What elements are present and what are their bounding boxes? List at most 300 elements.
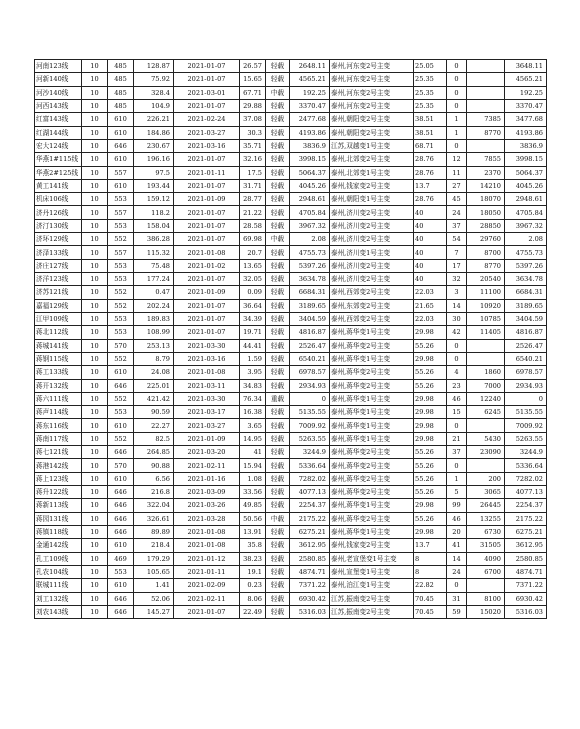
table-row — [35, 592, 547, 605]
line-name-cell: 蒋工133线 — [35, 366, 82, 379]
transformer-cell: 泰州,蒋华变1号主变 — [330, 352, 414, 365]
transformer-cell: 泰州,北郊变2号主变 — [330, 153, 414, 166]
rated-current-cell: 552 — [108, 299, 134, 312]
line-name-cell: 蒋园131线 — [35, 512, 82, 525]
rated-current-cell: 610 — [108, 539, 134, 552]
transformer-cell: 泰州,济川变2号主变 — [330, 273, 414, 286]
remaining-capacity-cell: 4755.73 — [505, 246, 547, 259]
rated-current-cell: 485 — [108, 60, 134, 73]
remaining-capacity-cell: 2948.61 — [505, 193, 547, 206]
line-name-cell: 济苏121线 — [35, 286, 82, 299]
line-name-cell: 蒋东116线 — [35, 419, 82, 432]
transformer-cell: 江苏,振南变2号主变 — [330, 592, 414, 605]
table-row — [35, 432, 547, 445]
data-sheet — [34, 59, 547, 619]
load-status-cell: 轻载 — [266, 592, 290, 605]
date-cell: 2021-01-09 — [174, 432, 240, 445]
capacity-cell: 5430 — [467, 432, 505, 445]
rated-current-cell: 610 — [108, 579, 134, 592]
date-cell: 2021-01-07 — [174, 60, 240, 73]
remaining-capacity-cell: 3836.9 — [505, 139, 547, 152]
line-name-cell: 济洋123线 — [35, 273, 82, 286]
remaining-capacity-cell: 0 — [505, 392, 547, 405]
voltage-cell: 10 — [82, 486, 108, 499]
load-rate-cell: 8.06 — [240, 592, 266, 605]
load-status-cell: 轻载 — [266, 432, 290, 445]
voltage-cell: 10 — [82, 219, 108, 232]
line-name-cell: 蒋北112线 — [35, 326, 82, 339]
remaining-capacity-cell: 5316.03 — [505, 605, 547, 618]
capacity-cell: 11100 — [467, 286, 505, 299]
transformer-cell: 泰州,济川变2号主变 — [330, 259, 414, 272]
load-rate-cell: 69.98 — [240, 233, 266, 246]
line-name-cell: 红富143线 — [35, 113, 82, 126]
capacity-cell: 3065 — [467, 486, 505, 499]
date-cell: 2021-01-08 — [174, 366, 240, 379]
available-capacity-cell: 3189.65 — [290, 299, 330, 312]
max-current-cell: 226.21 — [134, 113, 174, 126]
capacity-cell: 200 — [467, 472, 505, 485]
transformer-cell: 泰州,蒋华变2号主变 — [330, 512, 414, 525]
capacity-cell: 15020 — [467, 605, 505, 618]
count-cell: 27 — [447, 179, 467, 192]
rated-current-cell: 557 — [108, 206, 134, 219]
max-current-cell: 253.13 — [134, 339, 174, 352]
max-current-cell: 189.83 — [134, 312, 174, 325]
load-status-cell: 轻载 — [266, 459, 290, 472]
count-cell: 32 — [447, 273, 467, 286]
load-rate-cell: 36.64 — [240, 299, 266, 312]
count-cell: 11 — [447, 166, 467, 179]
rated-current-cell: 646 — [108, 446, 134, 459]
line-name-cell: 蒋港142线 — [35, 459, 82, 472]
capacity-cell — [467, 352, 505, 365]
max-current-cell: 22.27 — [134, 419, 174, 432]
load-rate-cell: 26.57 — [240, 60, 266, 73]
remaining-capacity-cell: 2580.85 — [505, 552, 547, 565]
line-name-cell: 济泽133线 — [35, 246, 82, 259]
count-cell: 0 — [447, 419, 467, 432]
count-cell: 14 — [447, 552, 467, 565]
load-rate-cell: 67.71 — [240, 86, 266, 99]
load-rate-cell: 16.38 — [240, 406, 266, 419]
table-row — [35, 179, 547, 192]
load-rate-cell: 1.59 — [240, 352, 266, 365]
transformer-cell: 泰州,河东变2号主变 — [330, 73, 414, 86]
capacity-cell: 23090 — [467, 446, 505, 459]
transformer-load-cell: 55.26 — [414, 366, 447, 379]
rated-current-cell: 485 — [108, 73, 134, 86]
load-status-cell: 轻载 — [266, 406, 290, 419]
count-cell: 15 — [447, 406, 467, 419]
rated-current-cell: 557 — [108, 166, 134, 179]
table-row — [35, 446, 547, 459]
table-row — [35, 605, 547, 618]
transformer-load-cell: 13.7 — [414, 539, 447, 552]
voltage-cell: 10 — [82, 246, 108, 259]
available-capacity-cell: 5397.26 — [290, 259, 330, 272]
date-cell: 2021-01-11 — [174, 166, 240, 179]
transformer-load-cell: 8 — [414, 565, 447, 578]
voltage-cell: 10 — [82, 539, 108, 552]
remaining-capacity-cell: 4193.86 — [505, 126, 547, 139]
transformer-cell: 泰州,蒋华变1号主变 — [330, 326, 414, 339]
transformer-cell: 泰州,蒋华变2号主变 — [330, 339, 414, 352]
max-current-cell: 108.99 — [134, 326, 174, 339]
line-name-cell: 蒋七121线 — [35, 446, 82, 459]
table-row — [35, 366, 547, 379]
load-status-cell: 轻载 — [266, 259, 290, 272]
load-rate-cell: 28.58 — [240, 219, 266, 232]
capacity-cell: 8770 — [467, 259, 505, 272]
transformer-cell: 泰州,蒋华变2号主变 — [330, 379, 414, 392]
rated-current-cell: 610 — [108, 153, 134, 166]
table-body — [35, 60, 547, 619]
table-row — [35, 286, 547, 299]
rated-current-cell: 469 — [108, 552, 134, 565]
capacity-cell — [467, 459, 505, 472]
max-current-cell: 105.65 — [134, 565, 174, 578]
line-name-cell: 蒋城141线 — [35, 339, 82, 352]
load-rate-cell: 35.71 — [240, 139, 266, 152]
date-cell: 2021-01-07 — [174, 605, 240, 618]
date-cell: 2021-03-30 — [174, 392, 240, 405]
capacity-cell: 10920 — [467, 299, 505, 312]
voltage-cell: 10 — [82, 499, 108, 512]
date-cell: 2021-01-02 — [174, 259, 240, 272]
load-rate-cell: 76.34 — [240, 392, 266, 405]
voltage-cell: 10 — [82, 579, 108, 592]
capacity-cell: 7000 — [467, 379, 505, 392]
transformer-load-cell: 40 — [414, 259, 447, 272]
table-row — [35, 259, 547, 272]
table-row — [35, 113, 547, 126]
date-cell: 2021-03-01 — [174, 86, 240, 99]
voltage-cell: 10 — [82, 379, 108, 392]
transformer-load-cell: 8 — [414, 552, 447, 565]
remaining-capacity-cell: 3612.95 — [505, 539, 547, 552]
date-cell: 2021-01-07 — [174, 326, 240, 339]
rated-current-cell: 646 — [108, 592, 134, 605]
voltage-cell: 10 — [82, 472, 108, 485]
rated-current-cell: 646 — [108, 605, 134, 618]
remaining-capacity-cell: 192.25 — [505, 86, 547, 99]
voltage-cell: 10 — [82, 86, 108, 99]
rated-current-cell: 610 — [108, 472, 134, 485]
count-cell: 0 — [447, 139, 467, 152]
max-current-cell: 216.8 — [134, 486, 174, 499]
remaining-capacity-cell: 5263.55 — [505, 432, 547, 445]
line-name-cell: 联城111线 — [35, 579, 82, 592]
available-capacity-cell: 5263.55 — [290, 432, 330, 445]
date-cell: 2021-01-08 — [174, 525, 240, 538]
rated-current-cell: 485 — [108, 86, 134, 99]
voltage-cell: 10 — [82, 525, 108, 538]
available-capacity-cell: 0 — [290, 392, 330, 405]
load-status-cell: 轻载 — [266, 299, 290, 312]
line-name-cell: 黄工141线 — [35, 179, 82, 192]
capacity-cell: 18070 — [467, 193, 505, 206]
date-cell: 2021-01-08 — [174, 246, 240, 259]
table-row — [35, 579, 547, 592]
line-name-cell: 济庄127线 — [35, 259, 82, 272]
load-status-cell: 轻载 — [266, 499, 290, 512]
remaining-capacity-cell: 4874.71 — [505, 565, 547, 578]
voltage-cell: 10 — [82, 565, 108, 578]
voltage-cell: 10 — [82, 339, 108, 352]
available-capacity-cell: 3370.47 — [290, 99, 330, 112]
count-cell: 0 — [447, 579, 467, 592]
date-cell: 2021-01-07 — [174, 273, 240, 286]
max-current-cell: 230.67 — [134, 139, 174, 152]
available-capacity-cell: 2580.85 — [290, 552, 330, 565]
voltage-cell: 10 — [82, 139, 108, 152]
transformer-load-cell: 25.05 — [414, 60, 447, 73]
rated-current-cell: 552 — [108, 286, 134, 299]
remaining-capacity-cell: 3244.9 — [505, 446, 547, 459]
max-current-cell: 97.5 — [134, 166, 174, 179]
count-cell: 54 — [447, 233, 467, 246]
capacity-cell: 28850 — [467, 219, 505, 232]
load-status-cell: 轻载 — [266, 339, 290, 352]
feeder-table — [34, 59, 547, 619]
capacity-cell — [467, 60, 505, 73]
table-row — [35, 312, 547, 325]
load-rate-cell: 20.7 — [240, 246, 266, 259]
count-cell: 21 — [447, 432, 467, 445]
count-cell: 1 — [447, 472, 467, 485]
available-capacity-cell: 6930.42 — [290, 592, 330, 605]
max-current-cell: 177.24 — [134, 273, 174, 286]
rated-current-cell: 610 — [108, 179, 134, 192]
capacity-cell: 20540 — [467, 273, 505, 286]
table-row — [35, 166, 547, 179]
count-cell: 59 — [447, 605, 467, 618]
date-cell: 2021-01-07 — [174, 219, 240, 232]
load-status-cell: 轻载 — [266, 472, 290, 485]
count-cell: 24 — [447, 206, 467, 219]
rated-current-cell: 552 — [108, 233, 134, 246]
rated-current-cell: 553 — [108, 193, 134, 206]
available-capacity-cell: 5135.55 — [290, 406, 330, 419]
voltage-cell: 10 — [82, 432, 108, 445]
available-capacity-cell: 3404.59 — [290, 312, 330, 325]
available-capacity-cell: 2934.93 — [290, 379, 330, 392]
transformer-cell: 江苏,双越变1号主变 — [330, 139, 414, 152]
capacity-cell: 4090 — [467, 552, 505, 565]
transformer-cell: 泰州,蒋华变1号主变 — [330, 499, 414, 512]
max-current-cell: 115.32 — [134, 246, 174, 259]
date-cell: 2021-03-11 — [174, 379, 240, 392]
available-capacity-cell: 6540.21 — [290, 352, 330, 365]
count-cell: 0 — [447, 73, 467, 86]
line-name-cell: 河西143线 — [35, 99, 82, 112]
load-rate-cell: 34.83 — [240, 379, 266, 392]
rated-current-cell: 646 — [108, 139, 134, 152]
load-rate-cell: 21.22 — [240, 206, 266, 219]
count-cell: 31 — [447, 592, 467, 605]
remaining-capacity-cell: 5064.37 — [505, 166, 547, 179]
max-current-cell: 0.47 — [134, 286, 174, 299]
remaining-capacity-cell: 2254.37 — [505, 499, 547, 512]
available-capacity-cell: 2254.37 — [290, 499, 330, 512]
remaining-capacity-cell: 6930.42 — [505, 592, 547, 605]
load-status-cell: 轻载 — [266, 539, 290, 552]
voltage-cell: 10 — [82, 326, 108, 339]
available-capacity-cell: 192.25 — [290, 86, 330, 99]
date-cell: 2021-01-16 — [174, 472, 240, 485]
max-current-cell: 386.28 — [134, 233, 174, 246]
load-status-cell: 轻载 — [266, 113, 290, 126]
load-status-cell: 轻载 — [266, 206, 290, 219]
load-status-cell: 轻载 — [266, 419, 290, 432]
max-current-cell: 184.86 — [134, 126, 174, 139]
remaining-capacity-cell: 3634.78 — [505, 273, 547, 286]
load-status-cell: 轻载 — [266, 153, 290, 166]
available-capacity-cell: 7371.22 — [290, 579, 330, 592]
remaining-capacity-cell: 2526.47 — [505, 339, 547, 352]
max-current-cell: 421.42 — [134, 392, 174, 405]
date-cell: 2021-01-07 — [174, 312, 240, 325]
voltage-cell: 10 — [82, 259, 108, 272]
line-name-cell: 蒋新113线 — [35, 499, 82, 512]
capacity-cell: 6730 — [467, 525, 505, 538]
line-name-cell: 刘工132线 — [35, 592, 82, 605]
rated-current-cell: 553 — [108, 273, 134, 286]
available-capacity-cell: 4874.71 — [290, 565, 330, 578]
line-name-cell: 红湖144线 — [35, 126, 82, 139]
rated-current-cell: 552 — [108, 432, 134, 445]
available-capacity-cell: 3836.9 — [290, 139, 330, 152]
load-status-cell: 轻载 — [266, 579, 290, 592]
count-cell: 4 — [447, 366, 467, 379]
transformer-load-cell: 29.98 — [414, 525, 447, 538]
date-cell: 2021-03-30 — [174, 339, 240, 352]
rated-current-cell: 553 — [108, 259, 134, 272]
available-capacity-cell: 4816.87 — [290, 326, 330, 339]
voltage-cell: 10 — [82, 419, 108, 432]
voltage-cell: 10 — [82, 153, 108, 166]
max-current-cell: 158.04 — [134, 219, 174, 232]
date-cell: 2021-03-28 — [174, 512, 240, 525]
load-status-cell: 轻载 — [266, 552, 290, 565]
remaining-capacity-cell: 6275.21 — [505, 525, 547, 538]
voltage-cell: 10 — [82, 233, 108, 246]
voltage-cell: 10 — [82, 352, 108, 365]
table-row — [35, 539, 547, 552]
transformer-load-cell: 29.98 — [414, 392, 447, 405]
available-capacity-cell: 2477.68 — [290, 113, 330, 126]
transformer-load-cell: 29.98 — [414, 419, 447, 432]
line-name-cell: 刘农143线 — [35, 605, 82, 618]
capacity-cell: 29760 — [467, 233, 505, 246]
count-cell: 37 — [447, 219, 467, 232]
capacity-cell — [467, 419, 505, 432]
transformer-load-cell: 28.76 — [414, 153, 447, 166]
transformer-cell: 泰州,北郊变1号主变 — [330, 166, 414, 179]
transformer-load-cell: 29.98 — [414, 432, 447, 445]
load-rate-cell: 44.41 — [240, 339, 266, 352]
remaining-capacity-cell: 3477.68 — [505, 113, 547, 126]
table-row — [35, 392, 547, 405]
max-current-cell: 225.01 — [134, 379, 174, 392]
load-status-cell: 轻载 — [266, 246, 290, 259]
transformer-load-cell: 29.98 — [414, 406, 447, 419]
capacity-cell — [467, 99, 505, 112]
capacity-cell: 10785 — [467, 312, 505, 325]
remaining-capacity-cell: 3404.59 — [505, 312, 547, 325]
max-current-cell: 193.44 — [134, 179, 174, 192]
table-row — [35, 339, 547, 352]
transformer-load-cell: 29.98 — [414, 352, 447, 365]
transformer-load-cell: 28.76 — [414, 193, 447, 206]
transformer-load-cell: 29.98 — [414, 499, 447, 512]
voltage-cell: 10 — [82, 605, 108, 618]
date-cell: 2021-03-16 — [174, 139, 240, 152]
load-rate-cell: 49.85 — [240, 499, 266, 512]
count-cell: 5 — [447, 486, 467, 499]
count-cell: 1 — [447, 126, 467, 139]
load-status-cell: 轻载 — [266, 366, 290, 379]
load-status-cell: 轻载 — [266, 60, 290, 73]
max-current-cell: 118.2 — [134, 206, 174, 219]
max-current-cell: 202.24 — [134, 299, 174, 312]
voltage-cell: 10 — [82, 99, 108, 112]
count-cell: 41 — [447, 539, 467, 552]
count-cell: 45 — [447, 193, 467, 206]
transformer-load-cell: 55.26 — [414, 512, 447, 525]
voltage-cell: 10 — [82, 446, 108, 459]
available-capacity-cell: 5336.64 — [290, 459, 330, 472]
rated-current-cell: 610 — [108, 366, 134, 379]
date-cell: 2021-01-07 — [174, 73, 240, 86]
load-rate-cell: 37.08 — [240, 113, 266, 126]
transformer-cell: 泰州,蒋华变2号主变 — [330, 366, 414, 379]
load-rate-cell: 15.94 — [240, 459, 266, 472]
transformer-load-cell: 21.65 — [414, 299, 447, 312]
count-cell: 3 — [447, 286, 467, 299]
voltage-cell: 10 — [82, 552, 108, 565]
transformer-load-cell: 55.26 — [414, 459, 447, 472]
load-status-cell: 轻载 — [266, 193, 290, 206]
transformer-load-cell: 22.03 — [414, 312, 447, 325]
remaining-capacity-cell: 4705.84 — [505, 206, 547, 219]
voltage-cell: 10 — [82, 179, 108, 192]
max-current-cell: 90.59 — [134, 406, 174, 419]
max-current-cell: 75.92 — [134, 73, 174, 86]
capacity-cell: 14210 — [467, 179, 505, 192]
rated-current-cell: 557 — [108, 246, 134, 259]
transformer-cell: 泰州,济川变2号主变 — [330, 219, 414, 232]
rated-current-cell: 646 — [108, 486, 134, 499]
table-row — [35, 126, 547, 139]
load-rate-cell: 0.09 — [240, 286, 266, 299]
remaining-capacity-cell: 7371.22 — [505, 579, 547, 592]
max-current-cell: 82.5 — [134, 432, 174, 445]
capacity-cell — [467, 339, 505, 352]
line-name-cell: 蒋六111线 — [35, 392, 82, 405]
load-status-cell: 轻载 — [266, 139, 290, 152]
load-status-cell: 轻载 — [266, 379, 290, 392]
date-cell: 2021-03-16 — [174, 352, 240, 365]
transformer-load-cell: 38.51 — [414, 126, 447, 139]
line-name-cell: 蒋钢115线 — [35, 352, 82, 365]
table-row — [35, 139, 547, 152]
table-row — [35, 352, 547, 365]
transformer-cell: 泰州,朝阳变2号主变 — [330, 126, 414, 139]
remaining-capacity-cell: 7282.02 — [505, 472, 547, 485]
line-name-cell: 河沙140线 — [35, 86, 82, 99]
